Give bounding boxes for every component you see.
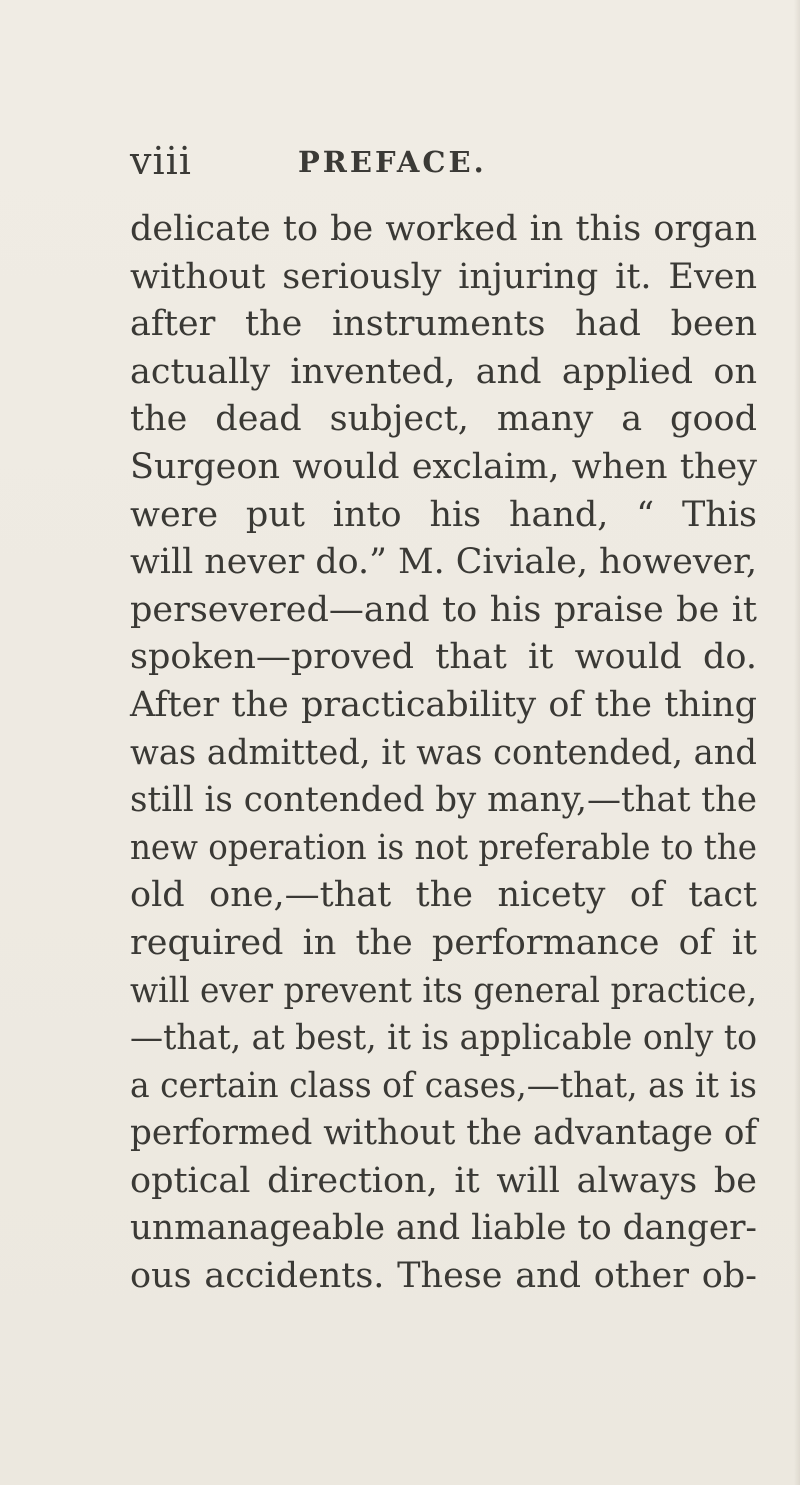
text-line: was admitted, it was contended, and bbox=[130, 732, 757, 773]
text-line: still is contended by many,—that the bbox=[130, 780, 758, 821]
text-line: unmanageable and liable to danger- bbox=[130, 1208, 757, 1249]
text-line: after the instruments had been bbox=[130, 304, 757, 345]
text-line: the dead subject, many a good bbox=[130, 399, 757, 440]
text-line: will never do.” M. Civiale, however, bbox=[130, 542, 758, 583]
running-head bbox=[130, 136, 757, 186]
text-line: new operation is not preferable to the bbox=[130, 827, 757, 868]
text-line: without seriously injuring it. Even bbox=[130, 256, 757, 297]
running-title: PREFACE. bbox=[298, 145, 487, 179]
text-line: spoken—proved that it would do. bbox=[130, 637, 757, 678]
body-text bbox=[130, 206, 757, 1301]
text-line: will ever prevent its general practice, bbox=[130, 970, 758, 1011]
text-line: ous accidents. These and other ob- bbox=[130, 1256, 757, 1297]
text-line: performed without the advantage of bbox=[130, 1113, 758, 1154]
text-line: Surgeon would exclaim, when they bbox=[130, 446, 757, 487]
text-line: actually invented, and applied on bbox=[130, 351, 757, 392]
text-line: old one,—that the nicety of tact bbox=[130, 875, 757, 916]
text-line: delicate to be worked in this organ bbox=[130, 209, 757, 249]
text-line: required in the performance of it bbox=[130, 922, 757, 963]
page-edge-shadow bbox=[794, 0, 800, 1485]
text-line: optical direction, it will always be bbox=[130, 1160, 757, 1201]
text-line: After the practicability of the thing bbox=[130, 684, 757, 725]
page-number: viii bbox=[130, 139, 192, 183]
text-line: —that, at best, it is applicable only to bbox=[130, 1018, 758, 1059]
text-line: a certain class of cases,—that, as it is bbox=[130, 1065, 757, 1106]
text-line: were put into his hand, “ This bbox=[130, 494, 757, 535]
text-line: persevered—and to his praise be it bbox=[130, 589, 757, 630]
